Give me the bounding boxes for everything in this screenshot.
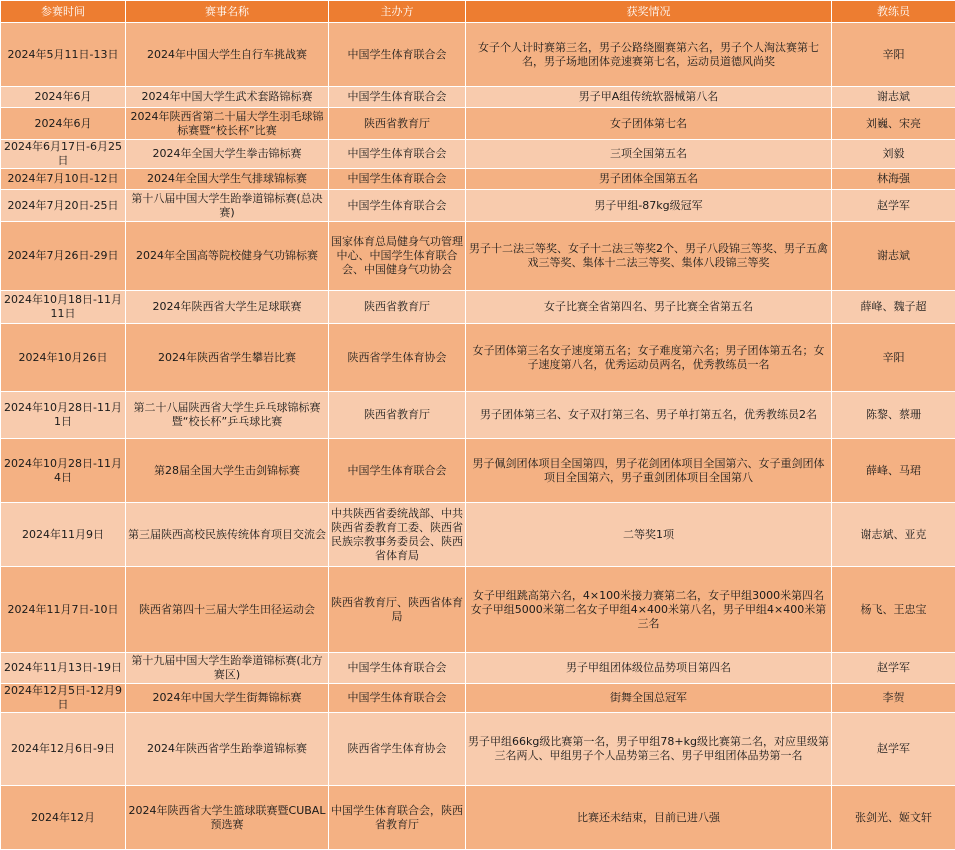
table-row xyxy=(1,190,955,222)
table-row xyxy=(1,392,955,439)
cell-award: 女子比赛全省第四名、男子比赛全省第五名 xyxy=(466,291,832,324)
cell-time: 2024年12月6日-9日 xyxy=(1,713,126,786)
cell-award: 男子十二法三等奖、女子十二法三等奖2个、男子八段锦三等奖、男子五禽戏三等奖、集体十二法三等奖、集体八段锦三等奖 xyxy=(466,222,832,291)
cell-event-name: 陕西省第四十三届大学生田径运动会 xyxy=(126,567,329,653)
header-organizer: 主办方 xyxy=(329,1,466,23)
cell-coach: 谢志斌、亚克 xyxy=(832,503,955,567)
cell-time: 2024年7月26日-29日 xyxy=(1,222,126,291)
table-row xyxy=(1,439,955,503)
cell-award: 女子甲组跳高第六名，4×100米接力赛第二名，女子甲组3000米第四名女子甲组5000米第二名女子甲组4×400米第八名，男子甲组4×400米第三名 xyxy=(466,567,832,653)
cell-time: 2024年6月17日-6月25日 xyxy=(1,140,126,169)
cell-event-name: 2024年陕西省大学生篮球联赛暨CUBAL预选赛 xyxy=(126,786,329,850)
cell-event-name: 第28届全国大学生击剑锦标赛 xyxy=(126,439,329,503)
cell-award: 街舞全国总冠军 xyxy=(466,684,832,713)
cell-event-name: 第二十八届陕西省大学生乒乓球锦标赛暨“校长杯”乒乓球比赛 xyxy=(126,392,329,439)
cell-event-name: 2024年陕西省第二十届大学生羽毛球锦标赛暨“校长杯”比赛 xyxy=(126,108,329,140)
cell-award: 女子团体第三名女子速度第五名；女子难度第六名；男子团体第五名；女子速度第八名，优秀运动员两名，优秀教练员一名 xyxy=(466,324,832,392)
cell-organizer: 陕西省学生体育协会 xyxy=(329,713,466,786)
cell-coach: 赵学军 xyxy=(832,653,955,684)
cell-coach: 杨飞、王忠宝 xyxy=(832,567,955,653)
cell-organizer: 中国学生体育联合会 xyxy=(329,87,466,108)
cell-organizer: 中国学生体育联合会 xyxy=(329,169,466,190)
cell-time: 2024年12月 xyxy=(1,786,126,850)
table-row xyxy=(1,567,955,653)
cell-award: 男子甲组团体级位品势项目第四名 xyxy=(466,653,832,684)
cell-time: 2024年6月 xyxy=(1,108,126,140)
cell-coach: 赵学军 xyxy=(832,713,955,786)
cell-time: 2024年10月18日-11月11日 xyxy=(1,291,126,324)
cell-coach: 赵学军 xyxy=(832,190,955,222)
cell-time: 2024年12月5日-12月9日 xyxy=(1,684,126,713)
cell-event-name: 2024年全国高等院校健身气功锦标赛 xyxy=(126,222,329,291)
cell-organizer: 国家体育总局健身气功管理中心、中国学生体育联合会、中国健身气功协会 xyxy=(329,222,466,291)
cell-award: 比赛还未结束，目前已进八强 xyxy=(466,786,832,850)
header-event-name: 赛事名称 xyxy=(126,1,329,23)
cell-coach: 辛阳 xyxy=(832,23,955,87)
cell-time: 2024年6月 xyxy=(1,87,126,108)
cell-coach: 陈黎、蔡珊 xyxy=(832,392,955,439)
cell-coach: 李贺 xyxy=(832,684,955,713)
cell-time: 2024年10月28日-11月4日 xyxy=(1,439,126,503)
cell-organizer: 中国学生体育联合会 xyxy=(329,439,466,503)
table-row xyxy=(1,503,955,567)
cell-event-name: 第十八届中国大学生跆拳道锦标赛(总决赛) xyxy=(126,190,329,222)
cell-time: 2024年11月13日-19日 xyxy=(1,653,126,684)
cell-coach: 刘巍、宋亮 xyxy=(832,108,955,140)
cell-event-name: 第三届陕西高校民族传统体育项目交流会 xyxy=(126,503,329,567)
cell-coach: 谢志斌 xyxy=(832,222,955,291)
table-row xyxy=(1,713,955,786)
cell-event-name: 2024年中国大学生自行车挑战赛 xyxy=(126,23,329,87)
cell-award: 女子个人计时赛第三名，男子公路绕圈赛第六名，男子个人淘汰赛第七名，男子场地团体竞速赛第七名，运动员道德风尚奖 xyxy=(466,23,832,87)
header-time: 参赛时间 xyxy=(1,1,126,23)
table-row xyxy=(1,684,955,713)
cell-organizer: 中国学生体育联合会 xyxy=(329,684,466,713)
cell-award: 女子团体第七名 xyxy=(466,108,832,140)
cell-event-name: 2024年中国大学生街舞锦标赛 xyxy=(126,684,329,713)
table-row xyxy=(1,140,955,169)
table-row xyxy=(1,169,955,190)
cell-organizer: 陕西省学生体育协会 xyxy=(329,324,466,392)
cell-award: 男子团体全国第五名 xyxy=(466,169,832,190)
cell-coach: 谢志斌 xyxy=(832,87,955,108)
cell-coach: 辛阳 xyxy=(832,324,955,392)
cell-time: 2024年11月9日 xyxy=(1,503,126,567)
cell-organizer: 陕西省教育厅 xyxy=(329,108,466,140)
cell-organizer: 中国学生体育联合会 xyxy=(329,190,466,222)
cell-time: 2024年11月7日-10日 xyxy=(1,567,126,653)
cell-award: 男子甲组66kg级比赛第一名，男子甲组78+kg级比赛第二名，对应里级第三名两人、甲组男子个人品势第三名、男子甲组团体品势第一名 xyxy=(466,713,832,786)
cell-coach: 林海强 xyxy=(832,169,955,190)
cell-event-name: 2024年陕西省学生跆拳道锦标赛 xyxy=(126,713,329,786)
cell-organizer: 中共陕西省委统战部、中共陕西省委教育工委、陕西省民族宗教事务委员会、陕西省体育局 xyxy=(329,503,466,567)
header-coach: 教练员 xyxy=(832,1,955,23)
table-row xyxy=(1,23,955,87)
table-row xyxy=(1,87,955,108)
table-row xyxy=(1,291,955,324)
cell-organizer: 中国学生体育联合会，陕西省教育厅 xyxy=(329,786,466,850)
cell-award: 男子甲A组传统软器械第八名 xyxy=(466,87,832,108)
table-row xyxy=(1,324,955,392)
cell-time: 2024年10月26日 xyxy=(1,324,126,392)
cell-organizer: 陕西省教育厅 xyxy=(329,291,466,324)
cell-award: 三项全国第五名 xyxy=(466,140,832,169)
table-row xyxy=(1,653,955,684)
cell-organizer: 陕西省教育厅 xyxy=(329,392,466,439)
cell-organizer: 中国学生体育联合会 xyxy=(329,23,466,87)
cell-event-name: 2024年全国大学生气排球锦标赛 xyxy=(126,169,329,190)
cell-organizer: 陕西省教育厅、陕西省体育局 xyxy=(329,567,466,653)
cell-coach: 刘毅 xyxy=(832,140,955,169)
cell-award: 二等奖1项 xyxy=(466,503,832,567)
cell-event-name: 2024年全国大学生拳击锦标赛 xyxy=(126,140,329,169)
cell-event-name: 2024年中国大学生武术套路锦标赛 xyxy=(126,87,329,108)
cell-coach: 张剑光、姬文轩 xyxy=(832,786,955,850)
header-row xyxy=(1,1,955,23)
cell-event-name: 第十九届中国大学生跆拳道锦标赛(北方赛区) xyxy=(126,653,329,684)
cell-time: 2024年7月10日-12日 xyxy=(1,169,126,190)
table-row xyxy=(1,108,955,140)
cell-award: 男子甲组-87kg级冠军 xyxy=(466,190,832,222)
table-row xyxy=(1,222,955,291)
cell-organizer: 中国学生体育联合会 xyxy=(329,653,466,684)
cell-award: 男子佩剑团体项目全国第四，男子花剑团体项目全国第六、女子重剑团体项目全国第六，男子重剑团体项目全国第八 xyxy=(466,439,832,503)
cell-organizer: 中国学生体育联合会 xyxy=(329,140,466,169)
cell-award: 男子团体第三名、女子双打第三名、男子单打第五名，优秀教练员2名 xyxy=(466,392,832,439)
header-award: 获奖情况 xyxy=(466,1,832,23)
cell-time: 2024年7月20日-25日 xyxy=(1,190,126,222)
cell-time: 2024年10月28日-11月1日 xyxy=(1,392,126,439)
cell-event-name: 2024年陕西省大学生足球联赛 xyxy=(126,291,329,324)
cell-coach: 薛峰、马珺 xyxy=(832,439,955,503)
cell-event-name: 2024年陕西省学生攀岩比赛 xyxy=(126,324,329,392)
cell-coach: 薛峰、魏子超 xyxy=(832,291,955,324)
cell-time: 2024年5月11日-13日 xyxy=(1,23,126,87)
